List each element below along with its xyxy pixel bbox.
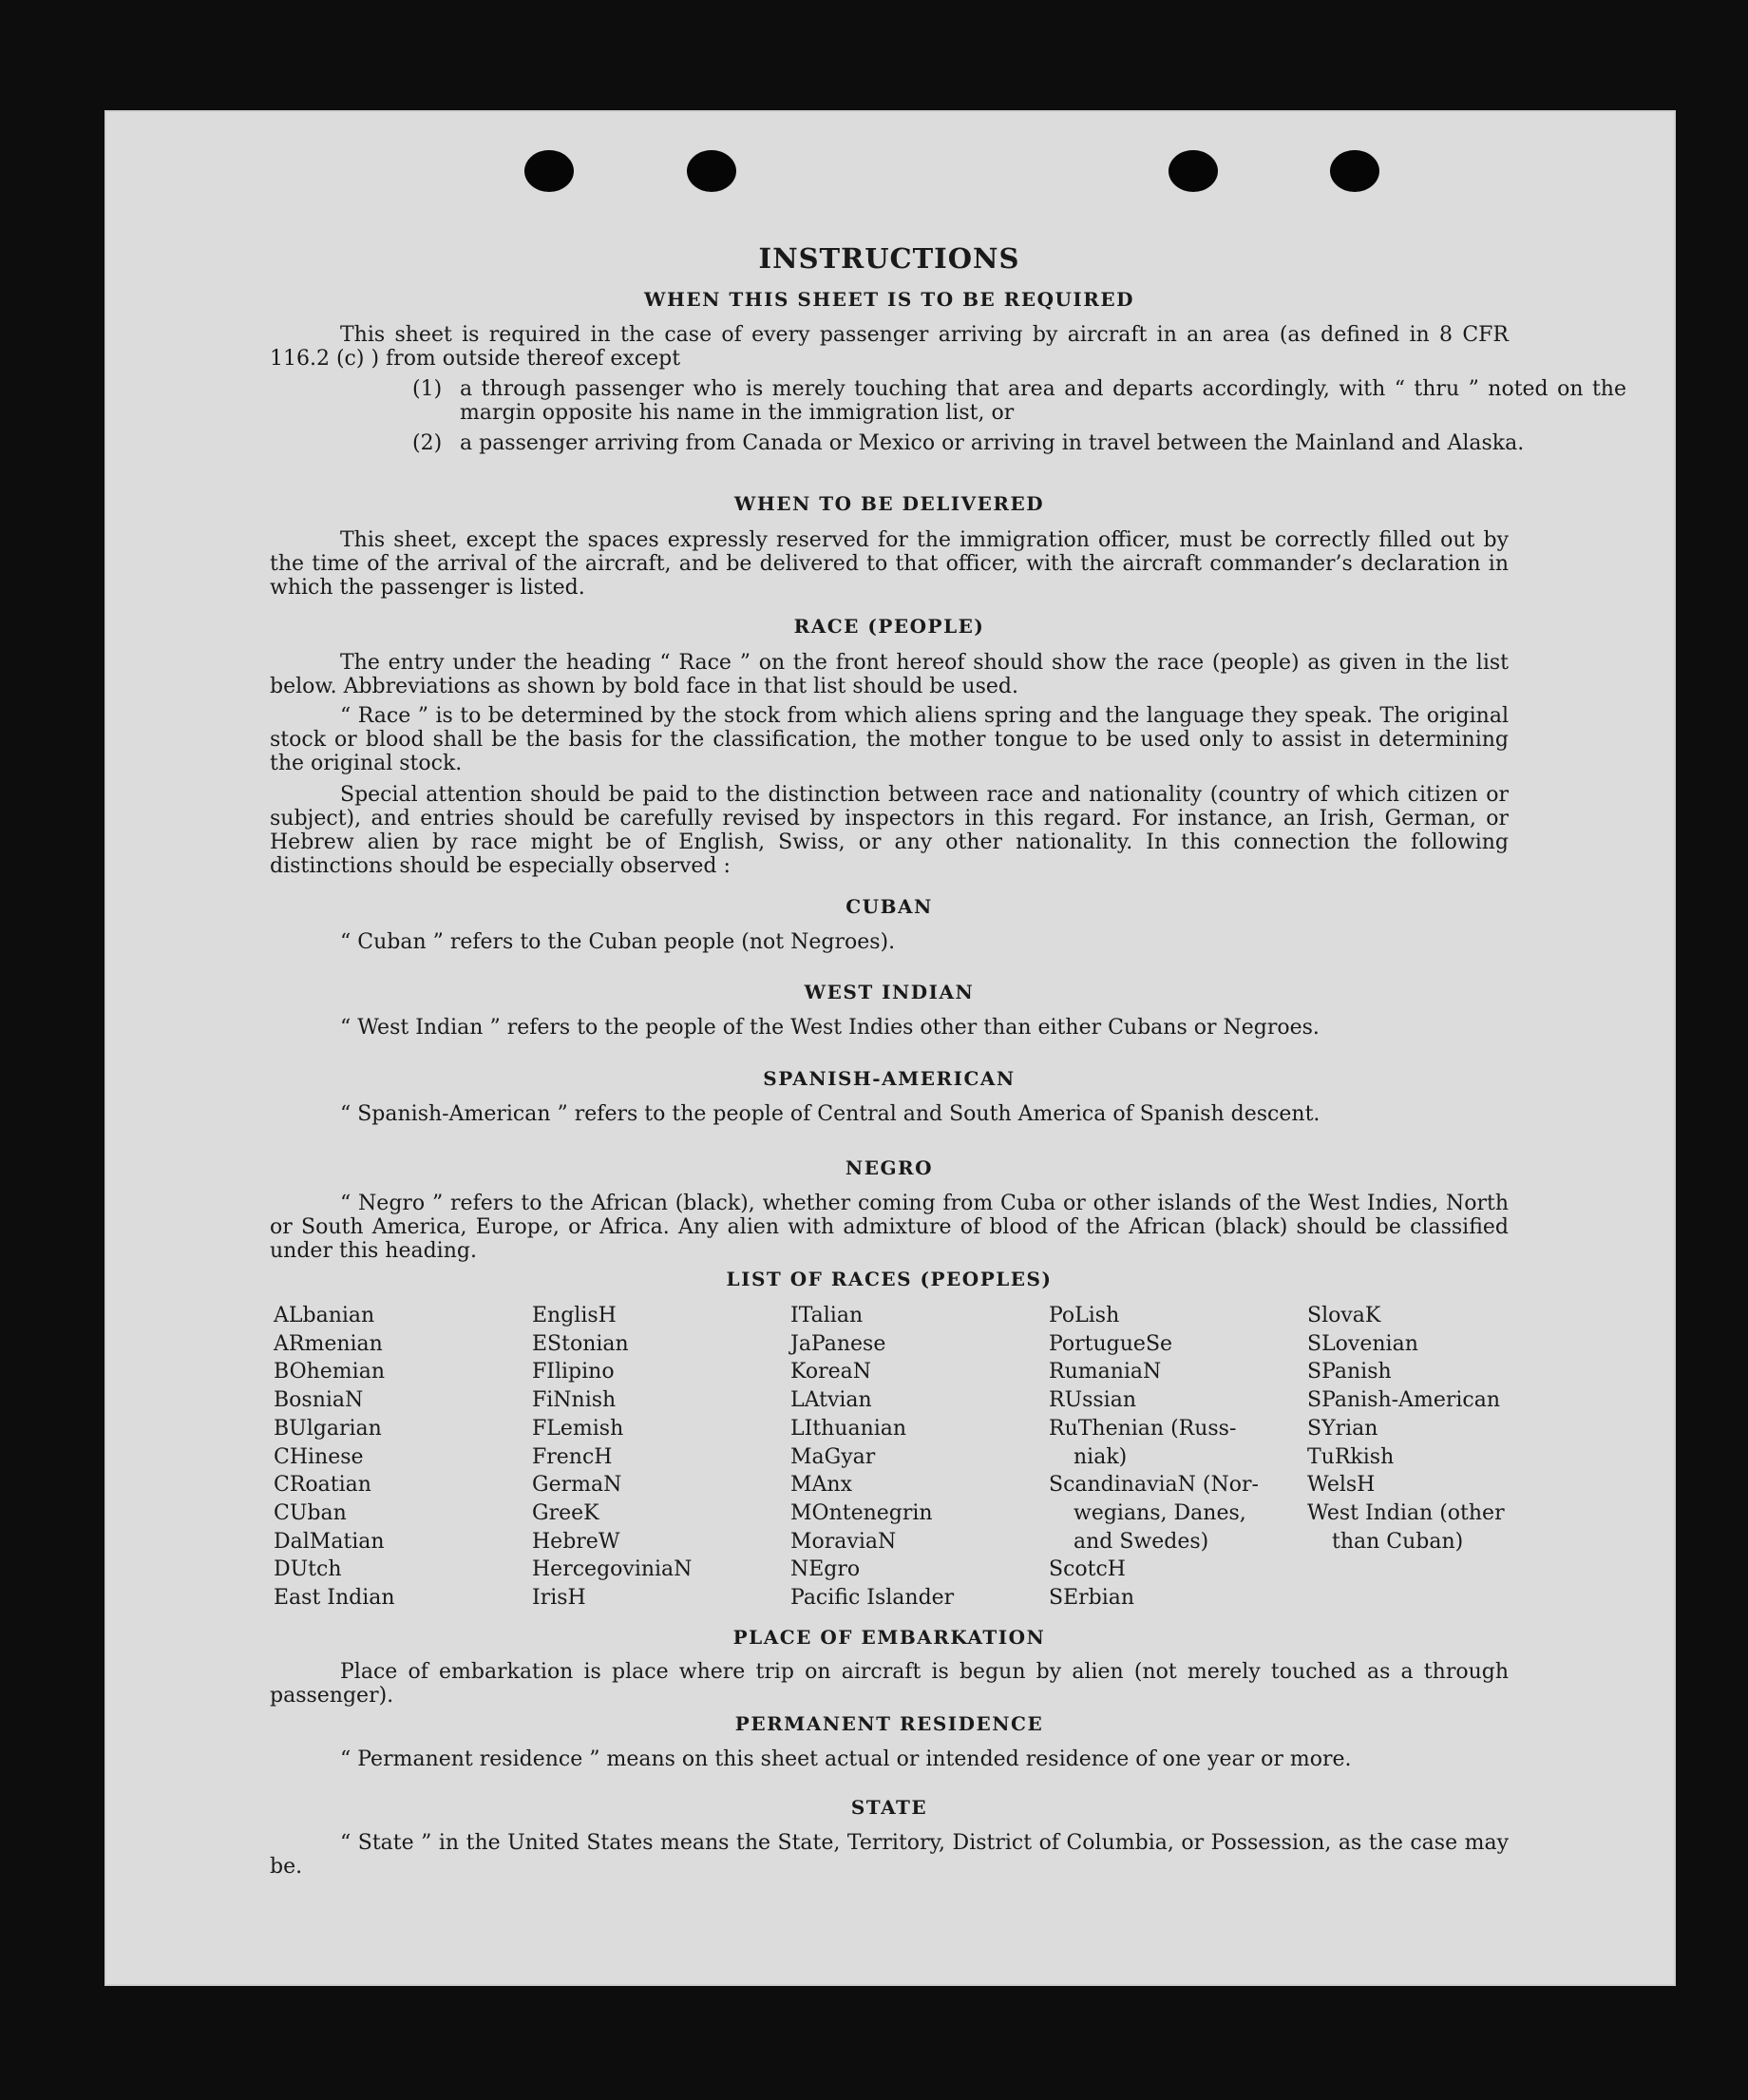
document-title: INSTRUCTIONS — [758, 242, 1020, 275]
race-entry: JaPanese — [790, 1331, 886, 1356]
race-entry: niak) — [1074, 1444, 1128, 1469]
exception-item-2: (2) a passenger arriving from Canada or Mexico or arriving in travel between the Mainland and Alaska. — [412, 431, 1525, 455]
residence-text: “ Permanent residence ” means on this sheet actual or intended residence of one year or more. — [340, 1747, 1352, 1771]
race-entry: MAnx — [790, 1473, 852, 1498]
race-entry: EStonian — [532, 1331, 629, 1356]
embarkation-text: Place of embarkation is place where trip on aircraft is begun by alien (not merely touched as a through passenger). — [270, 1660, 1509, 1708]
race-entry: ARmenian — [274, 1331, 383, 1356]
race-entry: HebreW — [532, 1529, 620, 1554]
race-entry: West Indian (other — [1307, 1500, 1505, 1525]
race-entry: BOhemian — [274, 1360, 385, 1384]
race-entry: FiNnish — [532, 1388, 617, 1413]
race-entry: BosniaN — [274, 1388, 364, 1413]
state-text: “ State ” in the United States means the State, Territory, District of Columbia, or Possession, as the case may be. — [270, 1831, 1509, 1879]
heading-list-of-races: LIST OF RACES (PEOPLES) — [726, 1268, 1053, 1290]
heading-negro: NEGRO — [845, 1156, 934, 1179]
race-paragraph-2: “ Race ” is to be determined by the stock from which aliens spring and the language they speak. The original stock or blood shall be the basis for the classification, the mother tongue to be used only to assist in determining the original stock. — [270, 704, 1509, 775]
race-entry: FIlipino — [532, 1360, 615, 1384]
race-entry: FrencH — [532, 1444, 613, 1469]
delivered-text: This sheet, except the spaces expressly reserved for the immigration officer, must be correctly filled out by the time of the arrival of the aircraft, and be delivered to that officer, with the aircraft commander’s declaration in which the passenger is listed. — [270, 528, 1509, 600]
race-entry: ITalian — [790, 1304, 864, 1327]
race-entry: SLovenian — [1307, 1331, 1418, 1356]
race-entry: DalMatian — [274, 1529, 385, 1554]
heading-required: WHEN THIS SHEET IS TO BE REQUIRED — [644, 288, 1134, 311]
heading-west-indian: WEST INDIAN — [804, 981, 975, 1003]
race-paragraph-1: The entry under the heading “ Race ” on the front hereof should show the race (people) as given in the list below. Abbreviations as shown by bold face in that list should be used. — [270, 651, 1509, 698]
race-entry: SYrian — [1307, 1416, 1378, 1441]
race-entry: DUtch — [274, 1557, 342, 1582]
race-entry: RuThenian (Russ- — [1049, 1416, 1237, 1441]
race-entry: FLemish — [532, 1416, 624, 1441]
race-entry: and Swedes) — [1074, 1529, 1209, 1554]
race-entry: NEgro — [790, 1557, 861, 1582]
race-paragraph-3: Special attention should be paid to the distinction between race and nationality (country of which citizen or subject), and entries should be carefully revised by inspectors in this regard. For instance, an Irish, German, or Hebrew alien by race might be of English, Swiss, or any other nationality. In this connection the following distinctions should be especially observed : — [270, 783, 1509, 878]
race-entry: MoraviaN — [790, 1529, 897, 1554]
negro-text: “ Negro ” refers to the African (black), whether coming from Cuba or other islands of the West Indies, North or South America, Europe, or Africa. Any alien with admixture of blood of the African (black) should be classified under this heading. — [270, 1192, 1509, 1263]
race-column-4 — [1049, 1302, 1305, 1613]
race-entry: ScotcH — [1049, 1557, 1126, 1582]
heading-spanish-american: SPANISH-AMERICAN — [763, 1067, 1016, 1090]
document-content — [270, 0, 1626, 2100]
race-entry: KoreaN — [790, 1360, 871, 1384]
race-entry: LIthuanian — [790, 1416, 907, 1441]
heading-embarkation: PLACE OF EMBARKATION — [732, 1626, 1046, 1649]
race-entry: BUlgarian — [274, 1416, 382, 1441]
race-entry: WelsH — [1307, 1473, 1376, 1498]
spanish-american-text: “ Spanish-American ” refers to the people of Central and South America of Spanish descent. — [340, 1102, 1320, 1126]
race-entry: IrisH — [532, 1586, 586, 1611]
heading-delivered: WHEN TO BE DELIVERED — [733, 492, 1045, 515]
heading-permanent-residence: PERMANENT RESIDENCE — [734, 1712, 1044, 1735]
race-entry: MOntenegrin — [790, 1500, 933, 1525]
race-column-2 — [532, 1302, 788, 1613]
race-entry: CRoatian — [274, 1473, 371, 1498]
heading-state: STATE — [850, 1796, 928, 1819]
race-entry: TuRkish — [1307, 1444, 1395, 1469]
race-entry: ALbanian — [274, 1304, 375, 1327]
heading-race: RACE (PEOPLE) — [793, 615, 985, 638]
race-entry: Pacific Islander — [790, 1586, 955, 1611]
race-entry: SErbian — [1049, 1586, 1135, 1611]
race-entry: GermaN — [532, 1473, 622, 1498]
race-entry: SPanish-American — [1307, 1388, 1501, 1413]
race-entry: GreeK — [532, 1500, 599, 1525]
race-entry: EnglisH — [532, 1304, 617, 1327]
race-entry: MaGyar — [790, 1444, 876, 1469]
race-entry: LAtvian — [790, 1388, 872, 1413]
race-entry: SPanish — [1307, 1360, 1392, 1384]
required-intro: This sheet is required in the case of every passenger arriving by aircraft in an area (as defined in 8 CFR 116.2 (c) ) from outside thereof except — [270, 323, 1509, 371]
race-column-5 — [1307, 1302, 1509, 1556]
exception-item-1: (1) a through passenger who is merely touching that area and departs accordingly, with “ thru ” noted on the margin opposite his name in the immigration list, or — [412, 377, 1626, 425]
race-entry: wegians, Danes, — [1074, 1500, 1246, 1525]
race-entry: SlovaK — [1307, 1304, 1381, 1327]
heading-cuban: CUBAN — [846, 895, 933, 918]
race-entry: ScandinaviaN (Nor- — [1049, 1473, 1259, 1498]
race-column-3 — [790, 1302, 1047, 1613]
west-indian-text: “ West Indian ” refers to the people of the West Indies other than either Cubans or Negroes. — [340, 1016, 1320, 1040]
race-entry: than Cuban) — [1332, 1529, 1464, 1554]
race-column-1 — [274, 1302, 530, 1613]
race-entry: East Indian — [274, 1586, 395, 1611]
race-entry: CUban — [274, 1500, 347, 1525]
race-entry: PortugueSe — [1049, 1331, 1173, 1356]
race-entry: CHinese — [274, 1444, 364, 1469]
race-entry: HercegoviniaN — [532, 1557, 693, 1582]
race-entry: PoLish — [1049, 1304, 1120, 1327]
race-entry: RUssian — [1049, 1388, 1137, 1413]
cuban-text: “ Cuban ” refers to the Cuban people (not Negroes). — [340, 930, 896, 954]
race-entry: RumaniaN — [1049, 1360, 1162, 1384]
